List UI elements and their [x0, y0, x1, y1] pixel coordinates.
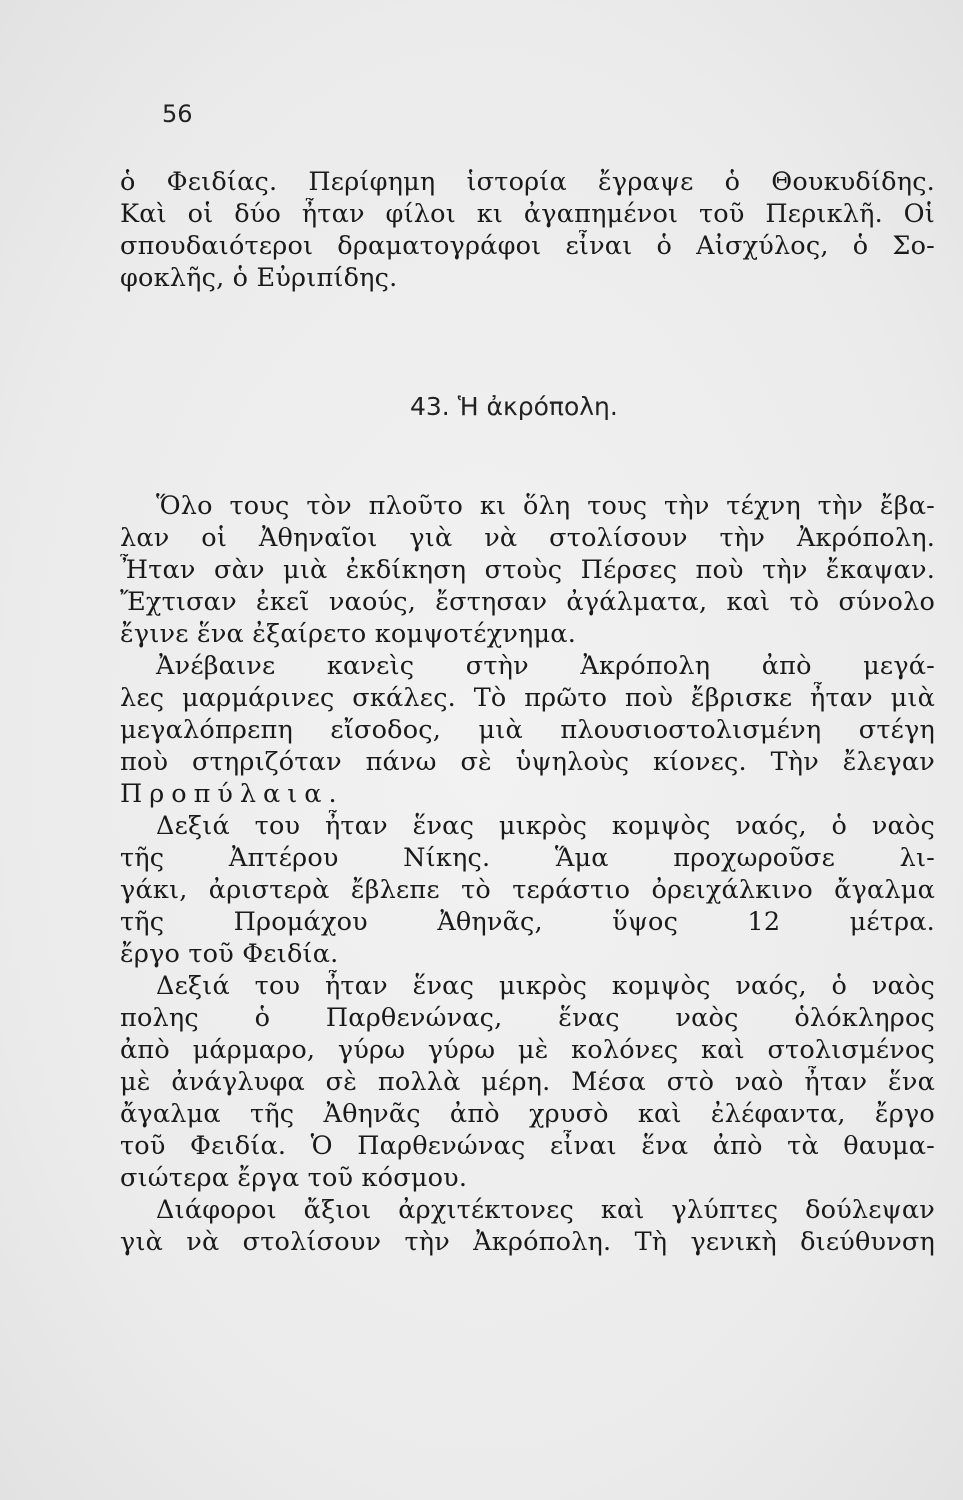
text-line: ἄγαλμα τῆς Ἀθηνᾶς ἀπὸ χρυσὸ καὶ ἐλέφαντα, ἔργο: [120, 1099, 935, 1129]
text-line: γάκι, ἀριστερὰ ἔβλεπε τὸ τεράστιο ὀρειχάλκινο ἄγαλμα: [120, 875, 935, 905]
text-line: φοκλῆς, ὁ Εὐριπίδης.: [120, 263, 398, 293]
text-line: ἀπὸ μάρμαρο, γύρω γύρω μὲ κολόνες καὶ στολισμένος: [120, 1035, 935, 1065]
text-line: Προπύλαια.: [120, 779, 344, 809]
text-line: σιώτερα ἔργα τοῦ κόσμου.: [120, 1163, 468, 1193]
text-line: Καὶ οἱ δύο ἦταν φίλοι κι ἀγαπημένοι τοῦ Περικλῆ. Οἱ: [120, 199, 935, 229]
text-line: ἔργο τοῦ Φειδία.: [120, 939, 339, 969]
text-line: Ἀνέβαινε κανεὶς στὴν Ἀκρόπολη ἀπὸ μεγά-: [156, 651, 935, 681]
text-line: μεγαλόπρεπη εἴσοδος, μιὰ πλουσιοστολισμένη στέγη: [120, 715, 935, 745]
text-line: Δεξιά του ἦταν ἕνας μικρὸς κομψὸς ναός, ὁ ναὸς: [156, 811, 935, 841]
section-heading: 43. Ἡ ἀκρόπολη.: [410, 392, 618, 421]
text-line: σπουδαιότεροι δραματογράφοι εἶναι ὁ Αἰσχύλος, ὁ Σο-: [120, 231, 935, 261]
text-line: Ὅλο τους τὸν πλοῦτο κι ὅλη τους τὴν τέχνη τὴν ἔβα-: [156, 491, 935, 521]
intro-paragraph: [120, 166, 935, 294]
text-line: Ἦταν σὰν μιὰ ἐκδίκηση στοὺς Πέρσες ποὺ τὴν ἔκαψαν.: [120, 555, 935, 585]
text-line: ἔγινε ἕνα ἐξαίρετο κομψοτέχνημα.: [120, 619, 577, 649]
text-line: μὲ ἀνάγλυφα σὲ πολλὰ μέρη. Μέσα στὸ ναὸ ἦταν ἕνα: [120, 1067, 935, 1097]
text-line: Δεξιά του ἦταν ἕνας μικρὸς κομψὸς ναός, ὁ ναὸς: [156, 971, 935, 1001]
text-line: ὁ Φειδίας. Περίφημη ἱστορία ἔγραψε ὁ Θουκυδίδης.: [120, 167, 935, 197]
text-line: πολης ὁ Παρθενώνας, ἕνας ναὸς ὁλόκληρος: [120, 1003, 935, 1033]
body-text: [120, 490, 935, 1258]
text-line: λες μαρμάρινες σκάλες. Τὸ πρῶτο ποὺ ἔβρισκε ἦταν μιὰ: [120, 683, 935, 713]
page-number: 56: [162, 100, 193, 128]
text-line: λαν οἱ Ἀθηναῖοι γιὰ νὰ στολίσουν τὴν Ἀκρόπολη.: [120, 523, 935, 553]
text-line: Διάφοροι ἄξιοι ἀρχιτέκτονες καὶ γλύπτες δούλεψαν: [156, 1195, 935, 1225]
text-line: ποὺ στηριζόταν πάνω σὲ ὑψηλοὺς κίονες. Τὴν ἔλεγαν: [120, 747, 935, 777]
text-line: τοῦ Φειδία. Ὁ Παρθενώνας εἶναι ἕνα ἀπὸ τὰ θαυμα-: [120, 1131, 935, 1161]
text-line: τῆς Ἀπτέρου Νίκης. Ἅμα προχωροῦσε λι-: [120, 843, 935, 873]
text-line: τῆς Προμάχου Ἀθηνᾶς, ὕψος 12 μέτρα.: [120, 907, 935, 937]
text-line: γιὰ νὰ στολίσουν τὴν Ἀκρόπολη. Τὴ γενικὴ διεύθυνση: [120, 1227, 935, 1257]
text-line: Ἔχτισαν ἐκεῖ ναούς, ἔστησαν ἀγάλματα, καὶ τὸ σύνολο: [120, 587, 935, 617]
